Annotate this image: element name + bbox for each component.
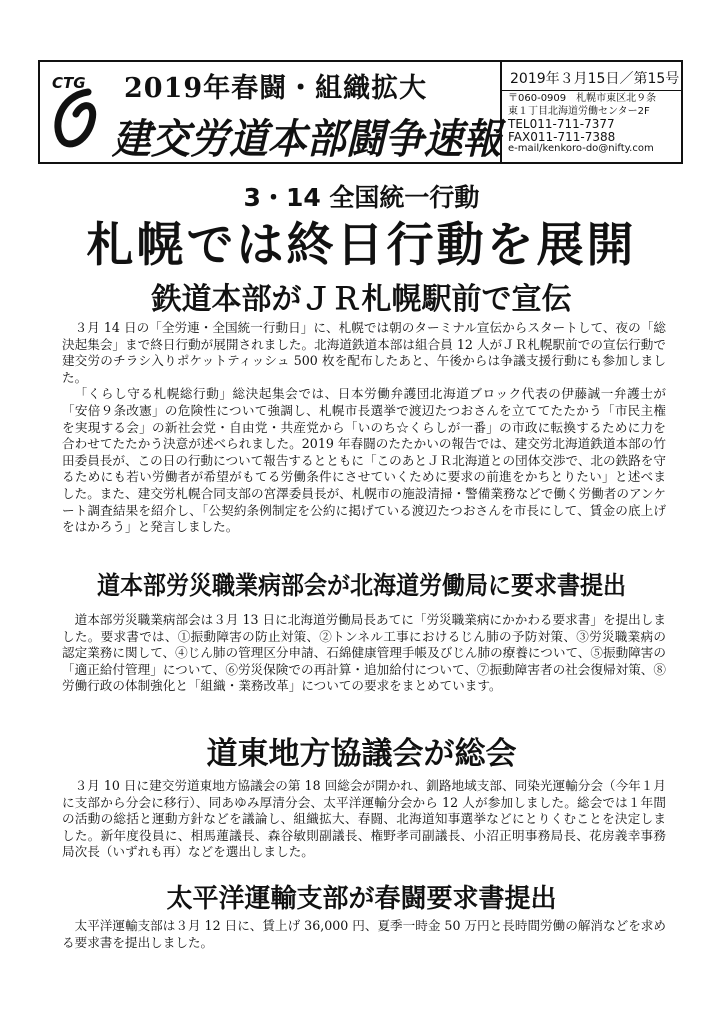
address-line: 東１丁目北海道労働センター2F (508, 105, 650, 117)
article2-headline: 道本部労災職業病部会が北海道労働局に要求書提出 (96, 571, 627, 600)
article1-paragraph: ３月 14 日の「全労連・全国統一行動日」に、札幌では朝のターミナル宣伝からスタートして、夜の「総決起集会」まで終日行動が展開されました。北海道鉄道本部は組合員 12 人がＪＲ札幌駅前での宣伝行動で建交労のチラシ入りポケットティッシュ 500 枚を配布したあと、午後からは争議支援行動にも参加しました。 (62, 320, 666, 385)
article1-headline: 札幌では終日行動を展開 (86, 218, 637, 273)
tel-number: TEL011-711-7377 (508, 117, 615, 131)
article1-body (62, 320, 666, 536)
ctg-logo (48, 74, 106, 154)
masthead-newsletter-title: 建交労道本部闘争速報 (112, 115, 502, 163)
article4-paragraph: 太平洋運輸支部は３月 12 日に、賃上げ 36,000 円、夏季一時金 50 万円と長時間労働の解消などを求める要求書を提出しました。 (62, 918, 666, 950)
issue-date: 2019年３月15日／第15号 (502, 62, 681, 91)
article3-body (62, 778, 666, 861)
article2-body (62, 612, 666, 695)
address-line: 〒060-0909 札幌市東区北９条 (508, 93, 657, 104)
address-block (502, 91, 681, 156)
article4-body (62, 918, 666, 951)
fax-number: FAX011-711-7388 (508, 129, 616, 144)
email-address: e-mail/kenkoro-do@nifty.com (508, 143, 654, 154)
article2-paragraph: 道本部労災職業病部会は３月 13 日に北海道労働局長あてに「労災職業病にかかわる要求書」を提出しました。要求書では、①振動障害の防止対策、②トンネル工事におけるじん肺の予防対策、③労災職業病の認定業務に関して、④じん肺の管理区分申請、石綿健康管理手帳及びじん肺の療養について、⑤振動障害の「適正給付管理」について、⑥労災保険での再計算・追加給付について、⑦振動障害者の社会復帰対策、⑧労働行政の体制強化と「組織・業務改革」についての要求をまとめています。 (62, 612, 666, 694)
masthead-title-area (40, 62, 500, 162)
article4-headline: 太平洋運輸支部が春闘要求書提出 (166, 884, 557, 914)
masthead-info-box (500, 62, 681, 162)
article3-paragraph: ３月 10 日に建交労道東地方協議会の第 18 回総会が開かれ、釧路地域支部、同染光運輸分会（今年１月に支部から分会に移行）、同あゆみ厚清分会、太平洋運輸分会から 12 人が参加しました。総会では１年間の活動の総括と運動方針などを議論し、組織拡大、春闘、北海道知事選挙などにとりくむことを決定しました。新年度役員に、相馬蓮議長、森谷敏則副議長、権野孝司副議長、小沼正明事務局長、花房義幸事務局次長（いずれも再）などを選出しました。 (62, 778, 666, 860)
masthead (38, 60, 683, 164)
ctg-logo-text: CTG (52, 74, 86, 92)
masthead-campaign-title: 2019年春闘・組織拡大 (124, 73, 428, 104)
article1-subhead: 鉄道本部がＪＲ札幌駅前で宣伝 (151, 282, 572, 317)
article3-headline: 道東地方協議会が総会 (206, 736, 517, 772)
article1-kicker: 3・14 全国統一行動 (243, 183, 480, 212)
article1-paragraph: 「くらし守る札幌総行動」総決起集会では、日本労働弁護団北海道ブロック代表の伊藤誠一弁護士が「安倍９条改憲」の危険性について強調し、札幌市長選挙で渡辺たつおさんを立ててたたかう「市民主権を実現する会」の新社会党・自由党・共産党から「いのち☆くらしが一番」の市政に転換するために力を合わせてたたかう決意が述べられました。2019 年春闘のたたかいの報告では、建交労北海道鉄道本部の竹田委員長が、この日の行動について報告するとともに「このあとＪＲ北海道との団体交渉で、北の鉄路を守るためにも若い労働者が希望がもてる労働条件にさせていくために要求の前進をかちとりたい」と述べました。また、建交労札幌合同支部の宮澤委員長が、札幌市の施設清掃・警備業務などで働く労働者のアンケート調査結果を紹介し、「公契約条例制定を公約に掲げている渡辺たつおさんを市長にして、賃金の底上げをはかろう」と発言しました。 (62, 386, 666, 535)
